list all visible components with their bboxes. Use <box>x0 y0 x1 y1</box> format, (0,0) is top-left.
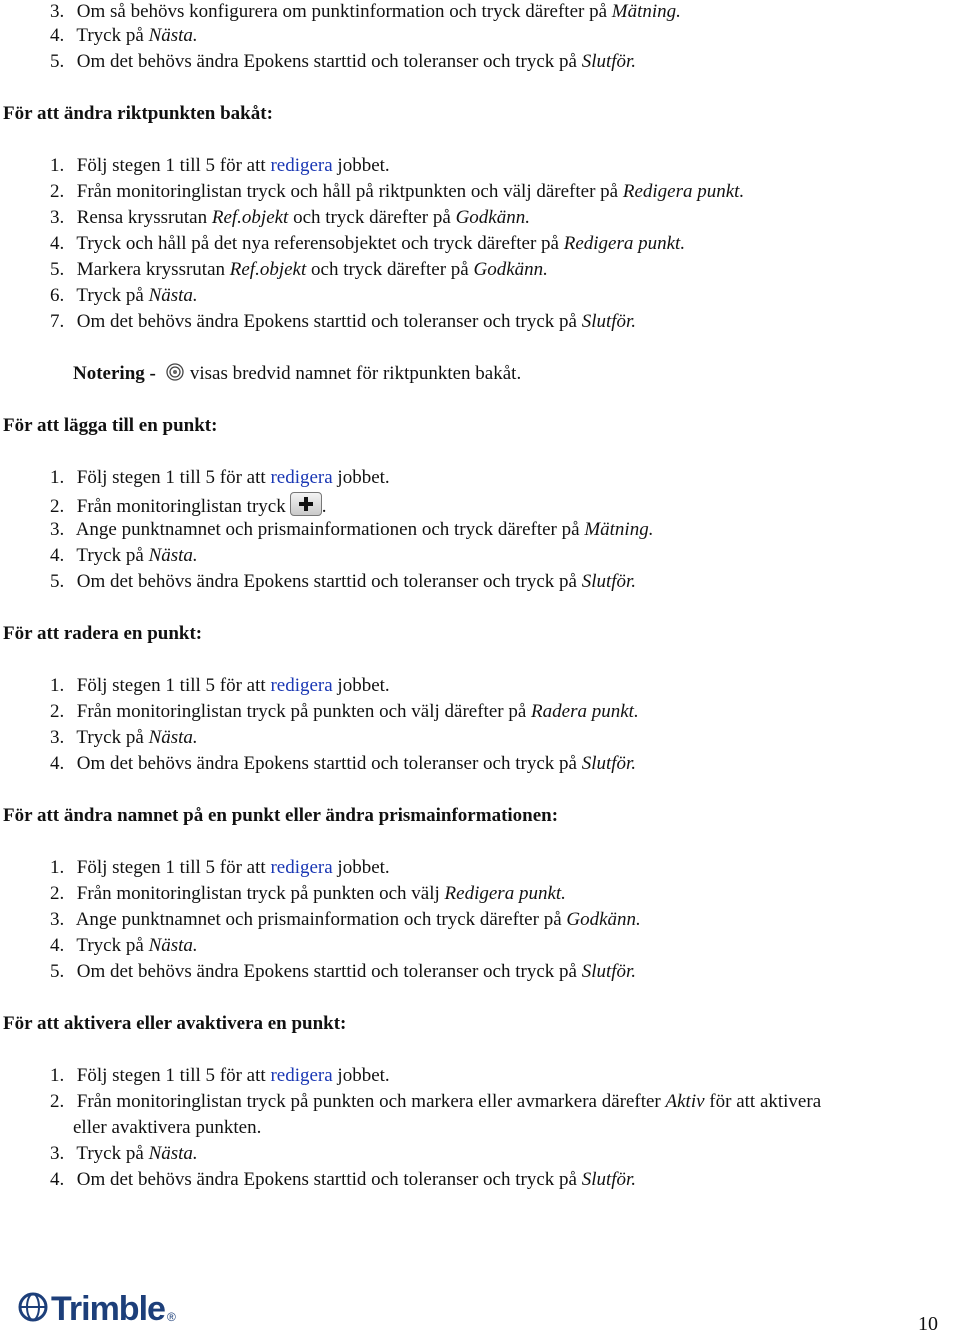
redigera-link[interactable]: redigera <box>270 467 333 488</box>
toggle-step-4: 4. Om det behövs ändra Epokens starttid och toleranser och tryck på Slutför. <box>50 1169 637 1190</box>
backsight-step-5: 5. Markera kryssrutan Ref.objekt och tryck därefter på Godkänn. <box>50 259 548 280</box>
rename-step-3: 3. Ange punktnamnet och prismainformation och tryck därefter på Godkänn. <box>50 909 641 930</box>
add-plus-icon <box>290 492 322 516</box>
rename-step-2: 2. Från monitoringlistan tryck på punkten och välj Redigera punkt. <box>50 883 566 904</box>
backsight-step-6: 6. Tryck på Nästa. <box>50 285 198 306</box>
rename-step-1: 1. Följ stegen 1 till 5 för att redigera jobbet. <box>50 857 390 878</box>
rename-step-5: 5. Om det behövs ändra Epokens starttid och toleranser och tryck på Slutför. <box>50 961 637 982</box>
delete-step-3: 3. Tryck på Nästa. <box>50 727 198 748</box>
step-4-top: 4. Tryck på Nästa. <box>50 25 198 46</box>
step-5-top: 5. Om det behövs ändra Epokens starttid och toleranser och tryck på Slutför. <box>50 51 637 72</box>
delete-step-1: 1. Följ stegen 1 till 5 för att redigera jobbet. <box>50 675 390 696</box>
backsight-note: Notering - visas bredvid namnet för riktpunkten bakåt. <box>73 363 522 384</box>
heading-rename-point: För att ändra namnet på en punkt eller ändra prismainformationen: <box>3 805 559 826</box>
backsight-step-2: 2. Från monitoringlistan tryck och håll på riktpunkten och välj därefter på Redigera punkt. <box>50 181 745 202</box>
prism-target-icon <box>166 363 184 381</box>
delete-step-2: 2. Från monitoringlistan tryck på punkten och välj därefter på Radera punkt. <box>50 701 639 722</box>
page-number: 10 <box>918 1313 938 1335</box>
logo-registered-mark: ® <box>166 1309 176 1324</box>
trimble-globe-icon <box>18 1292 48 1328</box>
toggle-step-2-cont: eller avaktivera punkten. <box>73 1117 262 1138</box>
redigera-link[interactable]: redigera <box>270 675 333 696</box>
toggle-step-1: 1. Följ stegen 1 till 5 för att redigera jobbet. <box>50 1065 390 1086</box>
backsight-step-1: 1. Följ stegen 1 till 5 för att redigera jobbet. <box>50 155 390 176</box>
redigera-link[interactable]: redigera <box>270 857 333 878</box>
backsight-step-7: 7. Om det behövs ändra Epokens starttid och toleranser och tryck på Slutför. <box>50 311 637 332</box>
backsight-step-3: 3. Rensa kryssrutan Ref.objekt och tryck därefter på Godkänn. <box>50 207 530 228</box>
redigera-link[interactable]: redigera <box>270 1065 333 1086</box>
heading-backsight: För att ändra riktpunkten bakåt: <box>3 103 273 124</box>
rename-step-4: 4. Tryck på Nästa. <box>50 935 198 956</box>
add-step-3: 3. Ange punktnamnet och prismainformationen och tryck därefter på Mätning. <box>50 519 654 540</box>
toggle-step-3: 3. Tryck på Nästa. <box>50 1143 198 1164</box>
logo-text: Trimble <box>51 1290 165 1328</box>
step-3-top: 3. Om så behövs konfigurera om punktinformation och tryck därefter på Mätning. <box>50 1 681 22</box>
add-step-5: 5. Om det behövs ändra Epokens starttid och toleranser och tryck på Slutför. <box>50 571 637 592</box>
heading-toggle-point: För att aktivera eller avaktivera en punkt: <box>3 1013 347 1034</box>
heading-delete-point: För att radera en punkt: <box>3 623 203 644</box>
redigera-link[interactable]: redigera <box>270 155 333 176</box>
heading-add-point: För att lägga till en punkt: <box>3 415 218 436</box>
backsight-step-4: 4. Tryck och håll på det nya referensobjektet och tryck därefter på Redigera punkt. <box>50 233 686 254</box>
add-step-1: 1. Följ stegen 1 till 5 för att redigera jobbet. <box>50 467 390 488</box>
add-step-2: 2. Från monitoringlistan tryck . <box>50 492 326 519</box>
trimble-logo <box>18 1290 176 1329</box>
delete-step-4: 4. Om det behövs ändra Epokens starttid och toleranser och tryck på Slutför. <box>50 753 637 774</box>
toggle-step-2: 2. Från monitoringlistan tryck på punkten och markera eller avmarkera därefter Aktiv för att aktivera <box>50 1091 822 1112</box>
add-step-4: 4. Tryck på Nästa. <box>50 545 198 566</box>
